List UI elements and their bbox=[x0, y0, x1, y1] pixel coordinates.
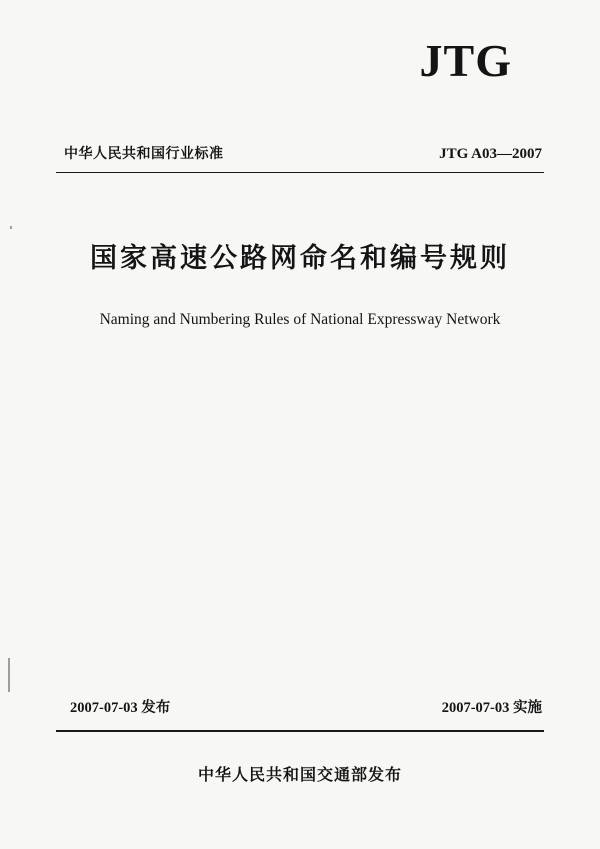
effective-date: 2007-07-03 实施 bbox=[441, 700, 542, 716]
date-row bbox=[70, 696, 542, 717]
bottom-divider bbox=[56, 730, 544, 732]
issue-date: 2007-07-03 发布 bbox=[70, 700, 171, 716]
title-chinese: 国家高速公路网命名和编号规则 bbox=[90, 243, 510, 274]
title-english: Naming and Numbering Rules of National Expressway Network bbox=[99, 311, 501, 328]
top-divider bbox=[56, 172, 544, 173]
scan-artifact bbox=[10, 226, 12, 229]
standard-header-row bbox=[64, 143, 542, 163]
standard-number: JTG A03—2007 bbox=[439, 146, 542, 162]
scan-artifact bbox=[8, 658, 10, 692]
publisher: 中华人民共和国交通部发布 bbox=[197, 765, 402, 784]
standard-category: 中华人民共和国行业标准 bbox=[64, 146, 224, 162]
jtg-logo: JTG bbox=[419, 35, 512, 86]
